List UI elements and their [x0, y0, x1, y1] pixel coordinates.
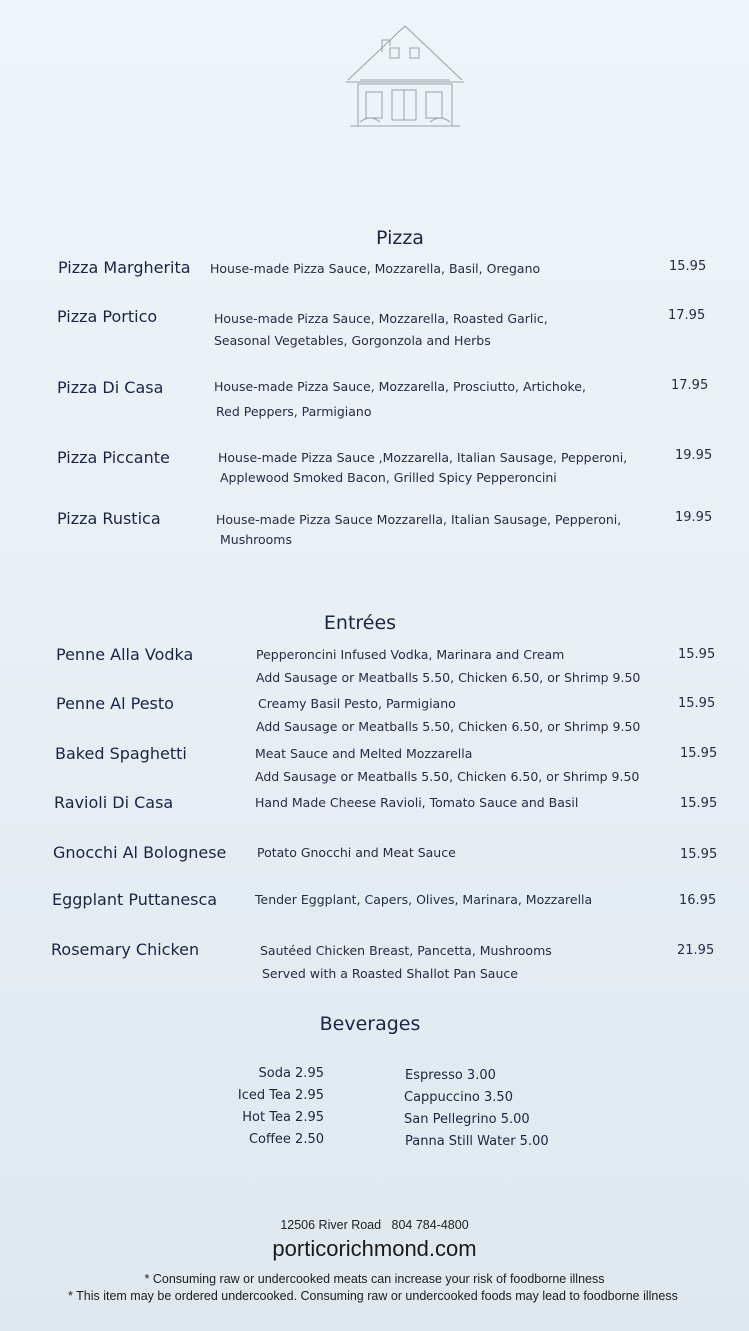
website-link[interactable]: porticorichmond.com	[272, 1236, 477, 1261]
beverage-item: Panna Still Water 5.00	[405, 1134, 549, 1149]
section-title-beverages: Beverages	[319, 1013, 421, 1035]
item-name: Pizza Piccante	[57, 448, 170, 467]
house-sketch-icon	[340, 22, 470, 132]
item-price: 17.95	[668, 308, 706, 323]
beverage-item: Coffee 2.50	[248, 1132, 324, 1147]
item-description: House-made Pizza Sauce ,Mozzarella, Italian Sausage, Pepperoni,	[218, 450, 628, 465]
item-name: Pizza Rustica	[57, 509, 161, 528]
item-price: 15.95	[678, 696, 716, 711]
item-name: Baked Spaghetti	[55, 744, 187, 763]
item-price: 15.95	[680, 796, 718, 811]
item-description-line2: Red Peppers, Parmigiano	[216, 404, 372, 419]
item-name: Pizza Portico	[57, 307, 158, 326]
item-price: 17.95	[671, 378, 709, 393]
beverage-item: Cappuccino 3.50	[404, 1090, 513, 1105]
item-description: House-made Pizza Sauce Mozzarella, Italian Sausage, Pepperoni,	[216, 512, 622, 527]
item-name: Pizza Di Casa	[57, 378, 164, 397]
item-name: Penne Al Pesto	[56, 694, 174, 713]
beverage-item: San Pellegrino 5.00	[404, 1112, 530, 1127]
address-phone: 12506 River Road 804 784-4800	[280, 1218, 469, 1232]
item-description: Meat Sauce and Melted Mozzarella	[255, 746, 473, 761]
item-name: Pizza Margherita	[58, 258, 191, 277]
item-description: Sautéed Chicken Breast, Pancetta, Mushrooms	[260, 943, 552, 958]
item-price: 15.95	[680, 746, 718, 761]
item-price: 15.95	[669, 259, 707, 274]
item-price: 19.95	[675, 448, 713, 463]
footnote-raw-meat: * Consuming raw or undercooked meats can increase your risk of foodborne illness	[144, 1272, 605, 1286]
item-name: Eggplant Puttanesca	[52, 890, 218, 909]
item-description-line2: Seasonal Vegetables, Gorgonzola and Herbs	[214, 333, 491, 348]
item-description: Hand Made Cheese Ravioli, Tomato Sauce and Basil	[255, 795, 579, 810]
item-price: 16.95	[679, 893, 717, 908]
section-title-pizza: Pizza	[376, 227, 424, 249]
item-price: 15.95	[680, 847, 718, 862]
item-description-line2: Mushrooms	[220, 532, 292, 547]
item-description: House-made Pizza Sauce, Mozzarella, Roasted Garlic,	[214, 311, 548, 326]
item-price: 21.95	[677, 943, 715, 958]
item-description: Pepperoncini Infused Vodka, Marinara and Cream	[256, 647, 565, 662]
section-title-entrees: Entrées	[323, 612, 397, 634]
item-price: 19.95	[675, 510, 713, 525]
item-name: Ravioli Di Casa	[54, 793, 174, 812]
item-description-line2: Served with a Roasted Shallot Pan Sauce	[262, 966, 518, 981]
item-price: 15.95	[678, 647, 716, 662]
item-description-line2: Add Sausage or Meatballs 5.50, Chicken 6.50, or Shrimp 9.50	[256, 670, 641, 685]
beverage-item: Espresso 3.00	[405, 1068, 496, 1083]
beverage-item: Soda 2.95	[258, 1066, 324, 1081]
item-description: House-made Pizza Sauce, Mozzarella, Basil, Oregano	[210, 261, 541, 276]
item-description-line2: Applewood Smoked Bacon, Grilled Spicy Pepperoncini	[220, 470, 557, 485]
item-description: Potato Gnocchi and Meat Sauce	[257, 845, 456, 860]
footnote-undercooked: * This item may be ordered undercooked. Consuming raw or undercooked foods may lead to foodborne illness	[68, 1289, 678, 1303]
item-description: House-made Pizza Sauce, Mozzarella, Prosciutto, Artichoke,	[214, 379, 586, 394]
item-description-line2: Add Sausage or Meatballs 5.50, Chicken 6.50, or Shrimp 9.50	[256, 719, 641, 734]
item-name: Penne Alla Vodka	[56, 645, 194, 664]
beverage-item: Hot Tea 2.95	[242, 1110, 324, 1125]
item-description-line2: Add Sausage or Meatballs 5.50, Chicken 6.50, or Shrimp 9.50	[255, 769, 640, 784]
item-description: Tender Eggplant, Capers, Olives, Marinara, Mozzarella	[255, 892, 593, 907]
item-name: Rosemary Chicken	[51, 940, 200, 959]
beverage-item: Iced Tea 2.95	[237, 1088, 324, 1103]
item-description: Creamy Basil Pesto, Parmigiano	[258, 696, 456, 711]
item-name: Gnocchi Al Bolognese	[53, 843, 227, 862]
